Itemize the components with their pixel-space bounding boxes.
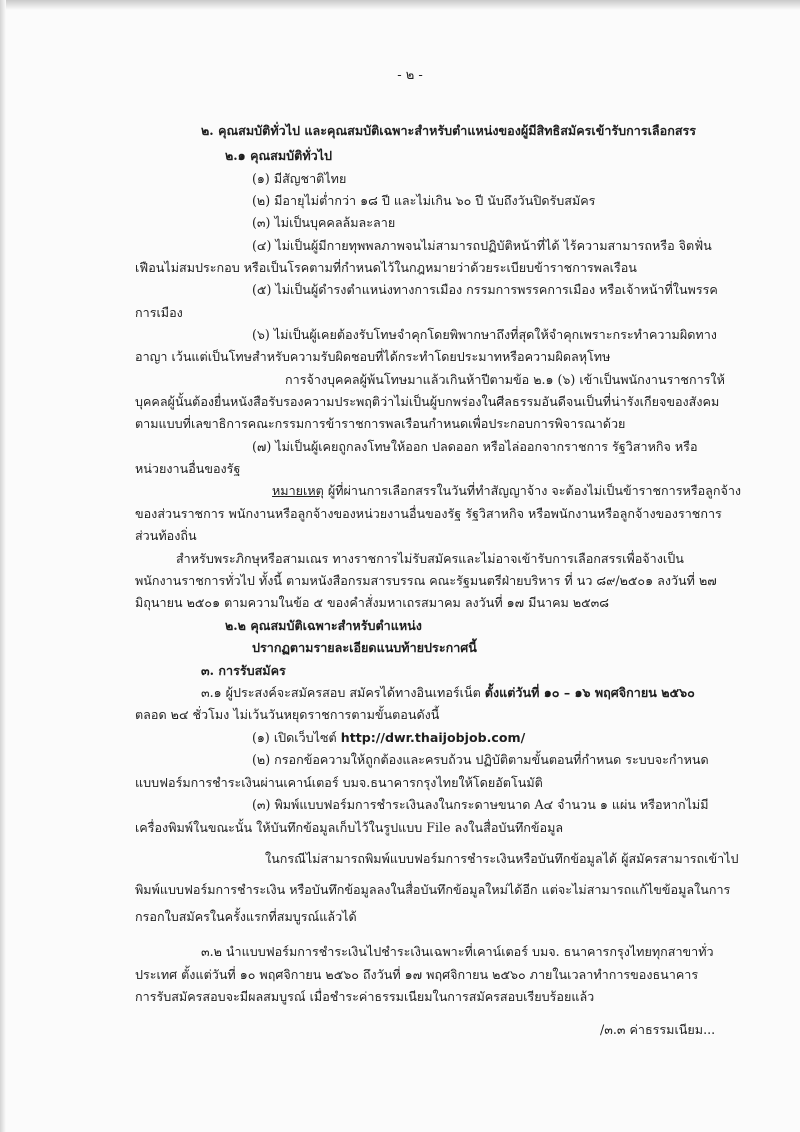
monk-paragraph-line-1: สำหรับพระภิกษุหรือสามเณร ทางราชการไม่รับสมัครและไม่อาจเข้ารับการเลือกสรรเพื่อจ้างเป็น [176, 551, 684, 566]
qualification-4-line-2: เฟือนไม่สมประกอบ หรือเป็นโรคตามที่กำหนดไว้ในกฎหมายว่าด้วยระเบียบข้าราชการพลเรือน [135, 260, 637, 275]
section-3-1-line-1 [201, 685, 695, 701]
note-line-3: ส่วนท้องถิ่น [135, 528, 197, 543]
hire-paragraph-line-3: ตามแบบที่เลขาธิการคณะกรรมการข้าราชการพลเรือนกำหนดเพื่อประกอบการพิจารณาด้วย [135, 416, 626, 431]
section-2-1-heading: ๒.๑ คุณสมบัติทั่วไป [225, 148, 333, 163]
step-3-line-2: เครื่องพิมพ์ในขณะนั้น ให้บันทึกข้อมูลเก็บไว้ในรูปแบบ File ลงในสื่อบันทึกข้อมูล [135, 820, 564, 835]
section-3-1-dates: ตั้งแต่วันที่ ๑๐ – ๑๖ พฤศจิกายน ๒๕๖๐ [484, 685, 695, 700]
section-3-1-line-2: ตลอด ๒๔ ชั่วโมง ไม่เว้นวันหยุดราชการตามขั้นตอนดังนี้ [135, 707, 440, 722]
hire-paragraph-line-1: การจ้างบุคคลผู้พ้นโทษมาแล้วเกินห้าปีตามข้อ ๒.๑ (๖) เข้าเป็นพนักงานราชการให้ [285, 372, 725, 387]
qualification-6-line-1: (๖) ไม่เป็นผู้เคยต้องรับโทษจำคุกโดยพิพากษาถึงที่สุดให้จำคุกเพราะกระทำความผิดทาง [252, 327, 717, 342]
note-label: หมายเหตุ [272, 483, 324, 498]
section-2-heading: ๒. คุณสมบัติทั่วไป และคุณสมบัติเฉพาะสำหรับตำแหน่งของผู้มีสิทธิสมัครเข้ารับการเลือกสรร [201, 123, 697, 138]
section-3-1-text: ๓.๑ ผู้ประสงค์จะสมัครสอบ สมัครได้ทางอินเทอร์เน็ต [201, 685, 485, 700]
page-number: - ๒ - [397, 68, 423, 83]
website-link: http://dwr.thaijobjob.com/ [340, 730, 526, 745]
case-paragraph-line-3: กรอกใบสมัครในครั้งแรกที่สมบูรณ์แล้วได้ [135, 909, 357, 924]
section-3-heading: ๓. การรับสมัคร [201, 663, 286, 678]
qualification-5-line-1: (๕) ไม่เป็นผู้ดำรงตำแหน่งทางการเมือง กรรมการพรรคการเมือง หรือเจ้าหน้าที่ในพรรค [252, 282, 718, 297]
continued-marker: /๓.๓ ค่าธรรมเนียม... [600, 1022, 716, 1037]
note-line-1 [272, 483, 741, 499]
step-3-line-1: (๓) พิมพ์แบบฟอร์มการชำระเงินลงในกระดาษขนาด A๔ จำนวน ๑ แผ่น หรือหากไม่มี [252, 797, 709, 812]
qualification-7-line-2: หน่วยงานอื่นของรัฐ [135, 461, 241, 476]
qualification-4-line-1: (๔) ไม่เป็นผู้มีกายทุพพลภาพจนไม่สามารถปฏิบัติหน้าที่ได้ ไร้ความสามารถหรือ จิตฟั่น [252, 238, 712, 253]
qualification-6-line-2: อาญา เว้นแต่เป็นโทษสำหรับความรับผิดชอบที่ได้กระทำโดยประมาทหรือความผิดลหุโทษ [135, 349, 611, 364]
step-1 [252, 730, 525, 746]
section-2-2-detail: ปรากฏตามรายละเอียดแนบท้ายประกาศนี้ [252, 640, 477, 655]
scan-shadow-top [0, 0, 800, 10]
qualification-7-line-1: (๗) ไม่เป็นผู้เคยถูกลงโทษให้ออก ปลดออก หรือไล่ออกจากราชการ รัฐวิสาหกิจ หรือ [252, 439, 698, 454]
qualification-1: (๑) มีสัญชาติไทย [252, 171, 347, 186]
case-paragraph-line-1: ในกรณีไม่สามารถพิมพ์แบบฟอร์มการชำระเงินหรือบันทึกข้อมูลได้ ผู้สมัครสามารถเข้าไป [265, 851, 739, 866]
step-1-label: (๑) เปิดเว็บไซต์ [252, 730, 341, 745]
section-3-2-line-1: ๓.๒ นำแบบฟอร์มการชำระเงินไปชำระเงินเฉพาะที่เคาน์เตอร์ บมจ. ธนาคารกรุงไทยทุกสาขาทั่ว [201, 944, 714, 959]
section-3-2-line-2: ประเทศ ตั้งแต่วันที่ ๑๐ พฤศจิกายน ๒๕๖๐ ถึงวันที่ ๑๗ พฤศจิกายน ๒๕๖๐ ภายในเวลาทำการของธนาคาร [135, 967, 699, 982]
qualification-3: (๓) ไม่เป็นบุคคลล้มละลาย [252, 215, 396, 230]
section-3-2-line-3: การรับสมัครสอบจะมีผลสมบูรณ์ เมื่อชำระค่าธรรมเนียมในการสมัครสอบเรียบร้อยแล้ว [135, 989, 595, 1004]
step-2-line-1: (๒) กรอกข้อความให้ถูกต้องและครบถ้วน ปฏิบัติตามขั้นตอนที่กำหนด ระบบจะกำหนด [252, 752, 709, 767]
section-2-2-heading: ๒.๒ คุณสมบัติเฉพาะสำหรับตำแหน่ง [225, 618, 422, 633]
note-line-2: ของส่วนราชการ พนักงานหรือลูกจ้างของหน่วยงานอื่นของรัฐ รัฐวิสาหกิจ หรือพนักงานหรือลูกจ้างของราชการ [135, 506, 722, 521]
monk-paragraph-line-3: มิถุนายน ๒๕๐๑ ตามความในข้อ ๕ ของคำสั่งมหาเถรสมาคม ลงวันที่ ๑๗ มีนาคม ๒๕๓๘ [135, 595, 610, 610]
scan-shadow-left [0, 0, 6, 1132]
qualification-2: (๒) มีอายุไม่ต่ำกว่า ๑๘ ปี และไม่เกิน ๖๐ ปี นับถึงวันปิดรับสมัคร [252, 193, 596, 208]
step-2-line-2: แบบฟอร์มการชำระเงินผ่านเคาน์เตอร์ บมจ.ธนาคารกรุงไทยให้โดยอัตโนมัติ [135, 775, 543, 790]
note-text: ผู้ที่ผ่านการเลือกสรรในวันที่ทำสัญญาจ้าง จะต้องไม่เป็นข้าราชการหรือลูกจ้าง [323, 483, 742, 498]
case-paragraph-line-2: พิมพ์แบบฟอร์มการชำระเงิน หรือบันทึกข้อมูลลงในสื่อบันทึกข้อมูลใหม่ได้อีก แต่จะไม่สามารถแก้ไขข้อมูลในการ [135, 882, 731, 897]
monk-paragraph-line-2: พนักงานราชการทั่วไป ทั้งนี้ ตามหนังสือกรมสารบรรณ คณะรัฐมนตรีฝ่ายบริหาร ที่ นว ๘๙/๒๕๐๑ ลงวันที่ ๒๗ [135, 573, 717, 588]
qualification-5-line-2: การเมือง [135, 305, 183, 320]
hire-paragraph-line-2: บุคคลผู้นั้นต้องยื่นหนังสือรับรองความประพฤติว่าไม่เป็นผู้บกพร่องในศีลธรรมอันดีจนเป็นที่น่ารังเกียจของสังคม [135, 394, 720, 409]
